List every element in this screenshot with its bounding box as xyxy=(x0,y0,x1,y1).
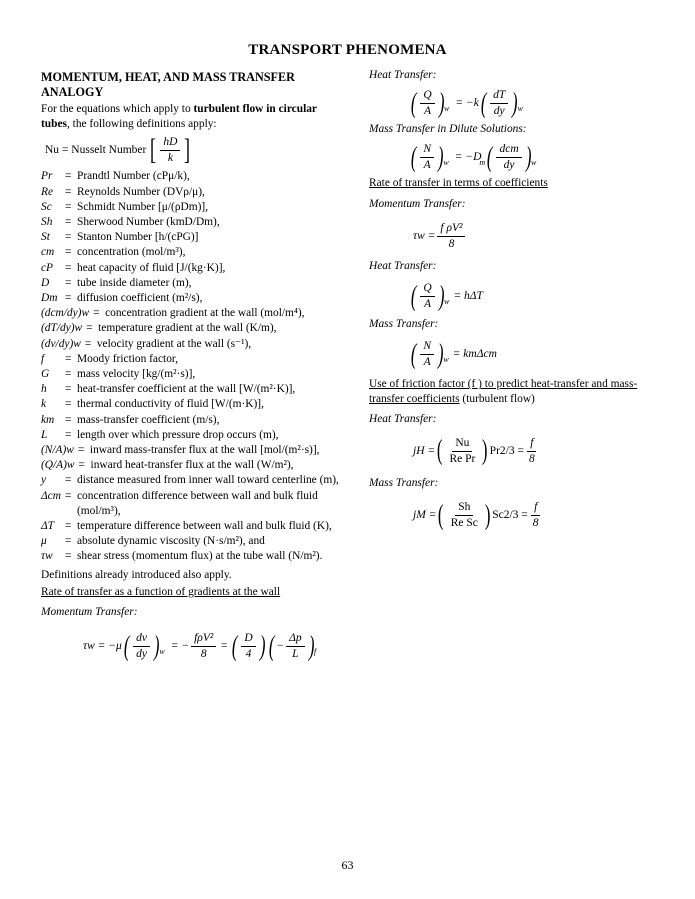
equals-sign: = xyxy=(65,368,72,381)
definition-row xyxy=(41,261,341,276)
equals-sign: = xyxy=(65,428,72,441)
equals-sign: = xyxy=(65,352,72,365)
nusselt-label: Nu = Nusselt Number xyxy=(45,143,147,156)
definition-symbol: (N/A)w xyxy=(41,444,74,457)
definition-text: Moody friction factor, xyxy=(77,352,179,365)
heat-transfer-label-3: Heat Transfer: xyxy=(369,412,437,425)
definition-text: distance measured from inner wall toward centerline (m), xyxy=(77,474,339,487)
nusselt-equation: Nu = Nusselt Number [ $\frac{hD}{k}$ ] xyxy=(45,133,191,167)
heat-transfer-label-2: Heat Transfer: xyxy=(369,259,437,272)
definition-row xyxy=(41,245,341,260)
momentum-transfer-label: Momentum Transfer: xyxy=(41,606,138,619)
definition-row xyxy=(41,200,341,215)
definition-symbol: (Q/A)w xyxy=(41,459,75,472)
definition-text: velocity gradient at the wall (s⁻¹), xyxy=(96,337,252,350)
definition-text: inward heat-transfer flux at the wall (W/m²), xyxy=(90,459,294,472)
definition-text: inward mass-transfer flux at the wall [mol/(m²·s)], xyxy=(89,444,320,457)
equals-sign: = xyxy=(65,520,72,533)
friction-factor-heading: Use of friction factor (f ) to predict heat-transfer and mass-transfer coefficients (turbulent flow) xyxy=(369,378,638,406)
heat-coefficient-equation: ( $\frac{Q}{A}$ ) w = hΔT xyxy=(410,280,483,312)
definition-row xyxy=(41,321,341,336)
definition-row xyxy=(41,397,341,412)
equals-sign: = xyxy=(65,200,72,213)
definitions-list xyxy=(41,169,341,306)
definition-symbol: Δcm xyxy=(41,489,61,502)
equals-sign: = xyxy=(65,398,72,411)
definition-text: shear stress (momentum flux) at the tube wall (N/m²). xyxy=(77,550,323,563)
definition-text: concentration difference between wall and bulk fluid (mol/m³), xyxy=(77,489,318,517)
definition-text: absolute dynamic viscosity (N·s/m²), and xyxy=(77,535,265,548)
equals-sign: = xyxy=(65,292,72,305)
equals-sign: = xyxy=(65,550,72,563)
definitions-list-3 xyxy=(41,473,341,564)
definition-row xyxy=(41,549,341,564)
definition-row xyxy=(41,215,341,230)
definition-symbol: Sc xyxy=(41,200,52,213)
definition-text: temperature gradient at the wall (K/m), xyxy=(98,322,277,335)
definition-text: concentration gradient at the wall (mol/m⁴), xyxy=(105,307,305,320)
intro-paragraph xyxy=(41,102,341,132)
definition-row xyxy=(41,382,341,397)
definition-symbol: y xyxy=(41,474,47,487)
section-title: MOMENTUM, HEAT, AND MASS TRANSFER ANALOGY xyxy=(41,70,295,99)
definition-row xyxy=(41,169,341,184)
definition-row xyxy=(41,534,341,549)
intro-pre: For the equations which apply to xyxy=(41,103,194,115)
definition-row xyxy=(41,352,341,367)
equals-sign: = xyxy=(65,276,72,289)
definition-text: length over which pressure drop occurs (m), xyxy=(77,428,279,441)
definition-symbol: Sh xyxy=(41,216,53,229)
definition-symbol: Dm xyxy=(41,292,58,305)
definition-text: diffusion coefficient (m²/s), xyxy=(77,292,203,305)
mass-transfer-label-3: Mass Transfer: xyxy=(369,476,439,489)
intro-bold: turbulent flow in circular tubes xyxy=(41,103,317,131)
definition-text: thermal conductivity of fluid [W/(m·K)], xyxy=(77,398,264,411)
equals-sign: = xyxy=(65,383,72,396)
gradient-definitions-list xyxy=(41,306,341,352)
equals-sign: = xyxy=(84,337,92,350)
equals-sign: = xyxy=(65,185,72,198)
definition-row xyxy=(41,519,341,534)
equals-sign: = xyxy=(78,459,85,472)
definition-text: heat capacity of fluid [J/(kg·K)], xyxy=(77,261,226,274)
definition-row xyxy=(41,276,341,291)
definition-symbol: ΔT xyxy=(41,520,55,533)
left-column xyxy=(41,70,341,661)
definition-symbol: (dT/dy)w xyxy=(41,322,83,335)
definition-text: tube inside diameter (m), xyxy=(77,276,192,289)
definition-row xyxy=(41,230,341,245)
jm-equation: jM = ( $\frac{Sh}{\text{Re Sc}}$ ) Sc2/3 = $\frac{f}{8}$ xyxy=(413,499,539,531)
definition-row xyxy=(41,291,341,306)
definition-row xyxy=(41,443,341,458)
definition-text: mass-transfer coefficient (m/s), xyxy=(77,413,220,426)
equals-sign: = xyxy=(65,489,72,502)
gradients-heading: Rate of transfer as a function of gradients at the wall xyxy=(41,585,281,598)
coefficients-heading: Rate of transfer in terms of coefficients xyxy=(369,177,548,190)
definition-symbol: μ xyxy=(41,535,47,548)
definition-text: Sherwood Number (kmD/Dm), xyxy=(77,216,220,229)
definition-symbol: cP xyxy=(41,261,54,274)
intro-post: , the following definitions apply: xyxy=(66,118,217,131)
equals-sign: = xyxy=(65,231,72,244)
right-column xyxy=(369,68,659,530)
flux-definitions-list xyxy=(41,443,341,473)
definition-text: heat-transfer coefficient at the wall [W/(m²·K)], xyxy=(77,383,296,396)
definition-symbol: Re xyxy=(41,185,54,198)
definitions-note: Definitions already introduced also apply. xyxy=(41,568,232,581)
definition-symbol: St xyxy=(41,231,50,244)
page-number: 63 xyxy=(341,858,354,872)
equals-sign: = xyxy=(65,474,72,487)
definition-row xyxy=(41,413,341,428)
equals-sign: = xyxy=(65,246,72,259)
equals-sign: = xyxy=(86,322,93,335)
mass-coefficient-equation: ( $\frac{N}{A}$ ) w = kmΔcm xyxy=(410,338,497,370)
definition-row xyxy=(41,185,341,200)
definition-row xyxy=(41,367,341,382)
definition-text: Stanton Number [h/(cPG)] xyxy=(77,231,199,244)
nusselt-fraction: $\frac{hD}{k}$ xyxy=(160,136,180,165)
shear-stress-equation: τw = $\frac{\text{f ρV²}}{8}$ xyxy=(413,222,659,251)
definitions-list-2 xyxy=(41,352,341,443)
mass-transfer-dilute-label: Mass Transfer in Dilute Solutions: xyxy=(369,123,527,136)
definition-symbol: f xyxy=(41,352,45,365)
equals-sign: = xyxy=(65,261,72,274)
definition-symbol: h xyxy=(41,383,47,396)
definition-text: Schmidt Number [μ/(ρDm)], xyxy=(77,200,209,213)
definition-row xyxy=(41,473,341,488)
definition-symbol: L xyxy=(41,428,48,441)
momentum-gradient-equation: τw = −μ ( $\frac{dv}{dy}$ ) w = − $\frac{\text{fρV²}}{8}$ = ( $\frac{D}{4}$ ) ( − $\frac{\Delta p}{L}$ ) f xyxy=(83,630,317,662)
definition-text: mass velocity [kg/(m²·s)], xyxy=(77,368,196,381)
mass-gradient-equation: ( $\frac{N}{A}$ ) w = −D m ( $\frac{\text{dcm}}{dy}$ ) w xyxy=(410,141,537,173)
definition-text: concentration (mol/m³), xyxy=(77,246,186,259)
definition-text: Prandtl Number (cPμ/k), xyxy=(77,170,190,183)
equals-sign: = xyxy=(65,216,72,229)
definition-text: Reynolds Number (DVρ/μ), xyxy=(77,185,205,198)
definition-symbol: km xyxy=(41,413,55,426)
definition-symbol: (dcm/dy)w xyxy=(41,307,90,320)
equals-sign: = xyxy=(65,413,72,426)
definition-symbol: (dv/dy)w xyxy=(41,337,81,350)
momentum-transfer-label-2: Momentum Transfer: xyxy=(369,197,466,210)
definition-symbol: τw xyxy=(41,550,53,563)
definition-symbol: G xyxy=(41,368,50,381)
definition-symbol: cm xyxy=(41,246,55,259)
definition-row xyxy=(41,428,341,443)
equals-sign: = xyxy=(93,307,100,320)
definition-row xyxy=(41,489,341,519)
definition-row xyxy=(41,337,341,352)
definition-text: temperature difference between wall and bulk fluid (K), xyxy=(77,520,332,533)
mass-transfer-label-2: Mass Transfer: xyxy=(369,318,439,331)
heat-gradient-equation: ( $\frac{Q}{A}$ ) w = −k ( $\frac{dT}{dy}$ ) w xyxy=(410,87,523,119)
page-title: TRANSPORT PHENOMENA xyxy=(248,42,447,58)
definition-symbol: Pr xyxy=(41,170,53,183)
definition-symbol: k xyxy=(41,398,47,411)
jh-equation: jH = ( $\frac{Nu}{\text{Re Pr}}$ ) Pr2/3 = $\frac{f}{8}$ xyxy=(413,435,535,467)
equals-sign: = xyxy=(77,444,85,457)
equals-sign: = xyxy=(65,535,72,548)
definition-symbol: D xyxy=(41,276,50,289)
heat-transfer-label-1: Heat Transfer: xyxy=(369,69,437,81)
definition-row xyxy=(41,306,341,321)
equals-sign: = xyxy=(65,170,72,183)
definition-row xyxy=(41,458,341,473)
